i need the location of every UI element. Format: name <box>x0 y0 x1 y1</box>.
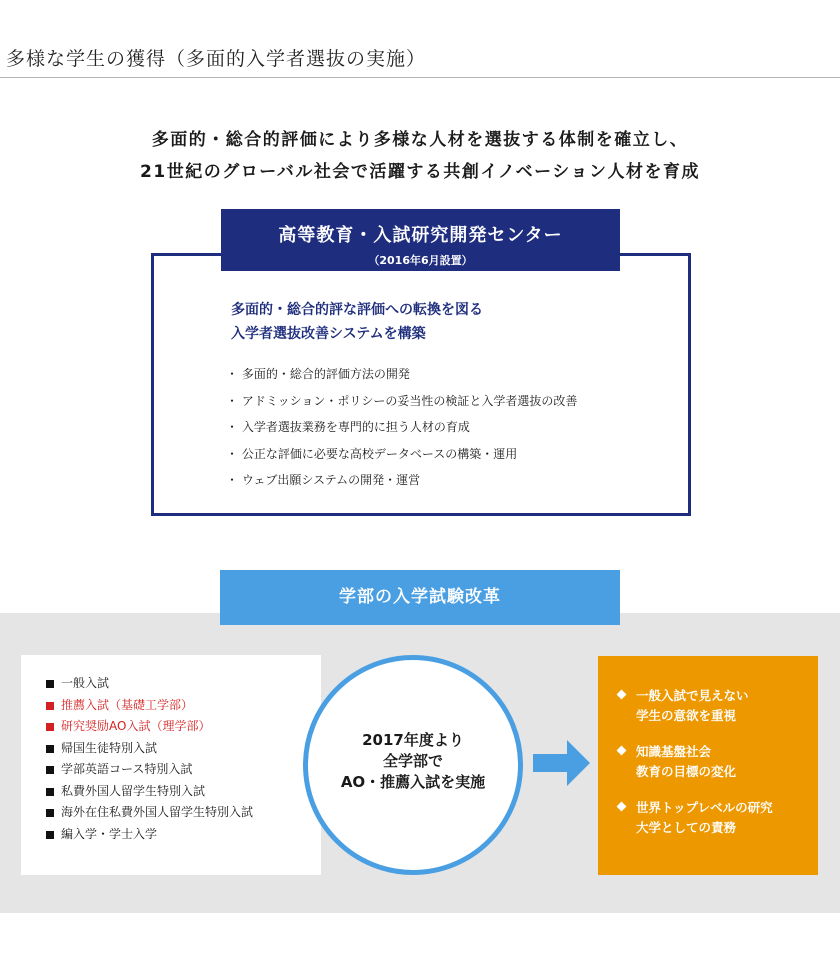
implementation-line-3: AO・推薦入試を実施 <box>340 773 486 791</box>
goal-line-1: 一般入試で見えない <box>636 688 749 703</box>
exam-type-label: 研究奨励AO入試（理学部） <box>61 719 211 733</box>
square-bullet-icon <box>46 745 54 753</box>
exam-type-label: 編入学・学士入学 <box>61 826 158 841</box>
exam-type-label: 推薦入試（基礎工学部） <box>61 697 194 712</box>
center-header <box>221 209 620 271</box>
goal-item <box>617 798 773 838</box>
exam-type-item <box>46 781 253 803</box>
exam-type-item <box>46 824 253 846</box>
page-title: 多様な学生の獲得（多面的入学者選抜の実施） <box>6 48 427 70</box>
exam-type-label: 一般入試 <box>61 676 110 690</box>
center-title: 高等教育・入試研究開発センター <box>278 225 563 246</box>
goal-line-1: 世界トップレベルの研究 <box>636 800 773 815</box>
headline-line-1: 多面的・総合的評価により多様な人材を選抜する体制を確立し、 <box>151 130 689 150</box>
square-bullet-icon <box>46 788 54 796</box>
goal-item <box>617 686 773 726</box>
goal-line-2: 大学としての責務 <box>636 820 737 835</box>
center-item: ・ アドミッション・ポリシーの妥当性の検証と入学者選抜の改善 <box>226 393 578 408</box>
goal-line-2: 教育の目標の変化 <box>636 764 737 779</box>
center-item: ・ 入学者選抜業務を専門的に担う人材の育成 <box>226 420 470 434</box>
center-subtitle: （2016年6月設置） <box>368 254 473 267</box>
center-item: ・ 公正な評価に必要な高校データベースの構築・運用 <box>226 446 518 461</box>
square-bullet-icon <box>46 680 54 688</box>
exam-type-label: 学部英語コース特別入試 <box>61 762 193 776</box>
center-item: ・ 多面的・総合的評価方法の開発 <box>226 367 410 381</box>
center-lead-line-2: 入学者選抜改善システムを構築 <box>231 326 426 342</box>
exam-type-item <box>46 802 253 824</box>
title-divider <box>0 77 840 78</box>
square-bullet-icon <box>46 831 54 839</box>
goal-line-1: 知識基盤社会 <box>636 744 712 759</box>
center-lead-line-1: 多面的・総合的評な評価への転換を図る <box>231 302 483 318</box>
square-bullet-icon <box>46 723 54 731</box>
reform-title: 学部の入学試験改革 <box>220 570 620 625</box>
exam-type-label: 私費外国人留学生特別入試 <box>61 783 206 798</box>
exam-type-item <box>46 695 253 717</box>
headline-line-2: 21世紀のグローバル社会で活躍する共創イノベーション人材を育成 <box>140 162 700 182</box>
goals-list <box>617 686 773 854</box>
diamond-bullet-icon <box>617 802 627 812</box>
square-bullet-icon <box>46 766 54 774</box>
exam-type-label: 帰国生徒特別入試 <box>61 740 158 755</box>
center-lead <box>231 298 483 346</box>
implementation-line-2: 全学部で <box>382 752 443 770</box>
exam-type-label: 海外在住私費外国人留学生特別入試 <box>61 805 254 819</box>
exam-type-item <box>46 759 253 781</box>
center-item-list <box>226 361 577 494</box>
diamond-bullet-icon <box>617 746 627 756</box>
diamond-bullet-icon <box>617 690 627 700</box>
exam-types-list <box>46 673 253 845</box>
square-bullet-icon <box>46 702 54 710</box>
right-arrow-icon <box>533 738 591 788</box>
square-bullet-icon <box>46 809 54 817</box>
exam-type-item <box>46 673 253 695</box>
exam-type-item <box>46 738 253 760</box>
implementation-line-1: 2017年度より <box>362 731 464 749</box>
implementation-text <box>303 730 523 793</box>
goal-line-2: 学生の意欲を重視 <box>636 708 737 723</box>
goal-item <box>617 742 773 782</box>
headline <box>0 124 840 188</box>
center-item: ・ ウェブ出願システムの開発・運営 <box>226 473 421 487</box>
exam-type-item <box>46 716 253 738</box>
